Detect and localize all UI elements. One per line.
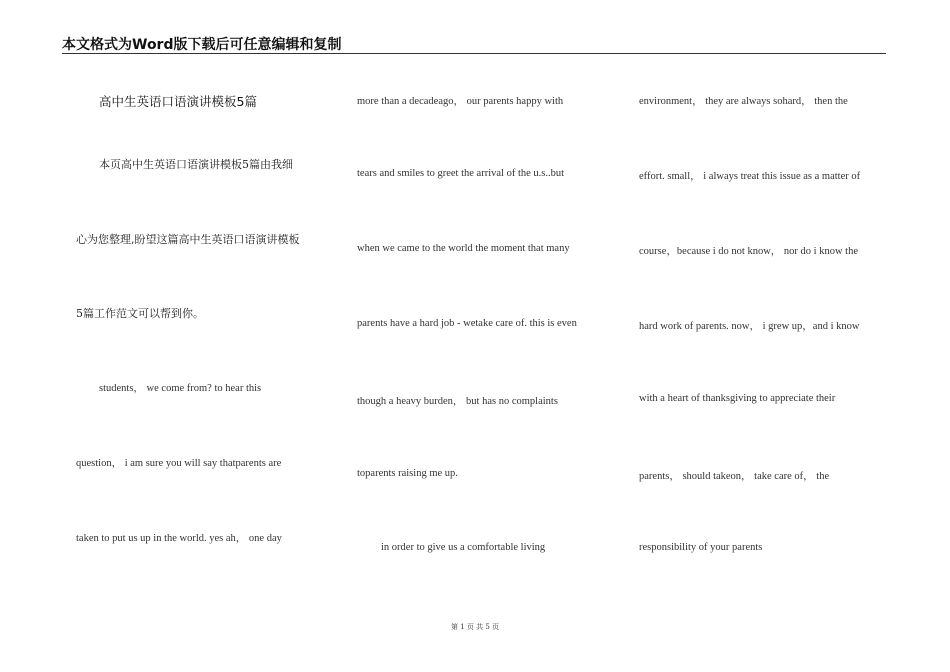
text-line: in order to give us a comfortable living [381, 542, 546, 553]
text-line: responsibility of your parents [639, 542, 763, 553]
text-line: 5篇工作范文可以帮到你。 [76, 307, 204, 320]
text-line: with a heart of thanksgiving to appreciate their [639, 393, 836, 404]
text-line: course，because i do not know， nor do i know the [639, 246, 858, 257]
text-line: environment， they are always sohard， then the [639, 96, 848, 107]
text-line: 本页高中生英语口语演讲模板5篇由我细 [99, 158, 293, 171]
page-header-banner: 本文格式为Word版下载后可任意编辑和复制 [62, 37, 342, 53]
text-line: toparents raising me up. [357, 468, 458, 479]
text-line: though a heavy burden， but has no complaints [357, 396, 558, 407]
text-line: effort. small， i always treat this issue as a matter of [639, 171, 861, 182]
text-line: students， we come from? to hear this [99, 383, 262, 394]
text-line: parents have a hard job - wetake care of. this is even [357, 318, 577, 329]
text-line: when we came to the world the moment that many [357, 243, 570, 254]
text-line: tears and smiles to greet the arrival of the u.s..but [357, 168, 565, 179]
page-number-footer: 第 1 页 共 5 页 [450, 623, 500, 631]
text-line: hard work of parents. now， i grew up，and i know [639, 321, 860, 332]
text-line: taken to put us up in the world. yes ah， one day [76, 533, 282, 544]
header-divider [62, 53, 886, 54]
text-line: 心为您整理,盼望这篇高中生英语口语演讲模板 [76, 233, 300, 246]
text-line: question， i am sure you will say thatparents are [76, 458, 282, 469]
text-line: parents， should takeon， take care of， the [639, 471, 830, 482]
text-line: more than a decadeago， our parents happy with [357, 96, 564, 107]
document-title: 高中生英语口语演讲模板5篇 [99, 94, 257, 109]
